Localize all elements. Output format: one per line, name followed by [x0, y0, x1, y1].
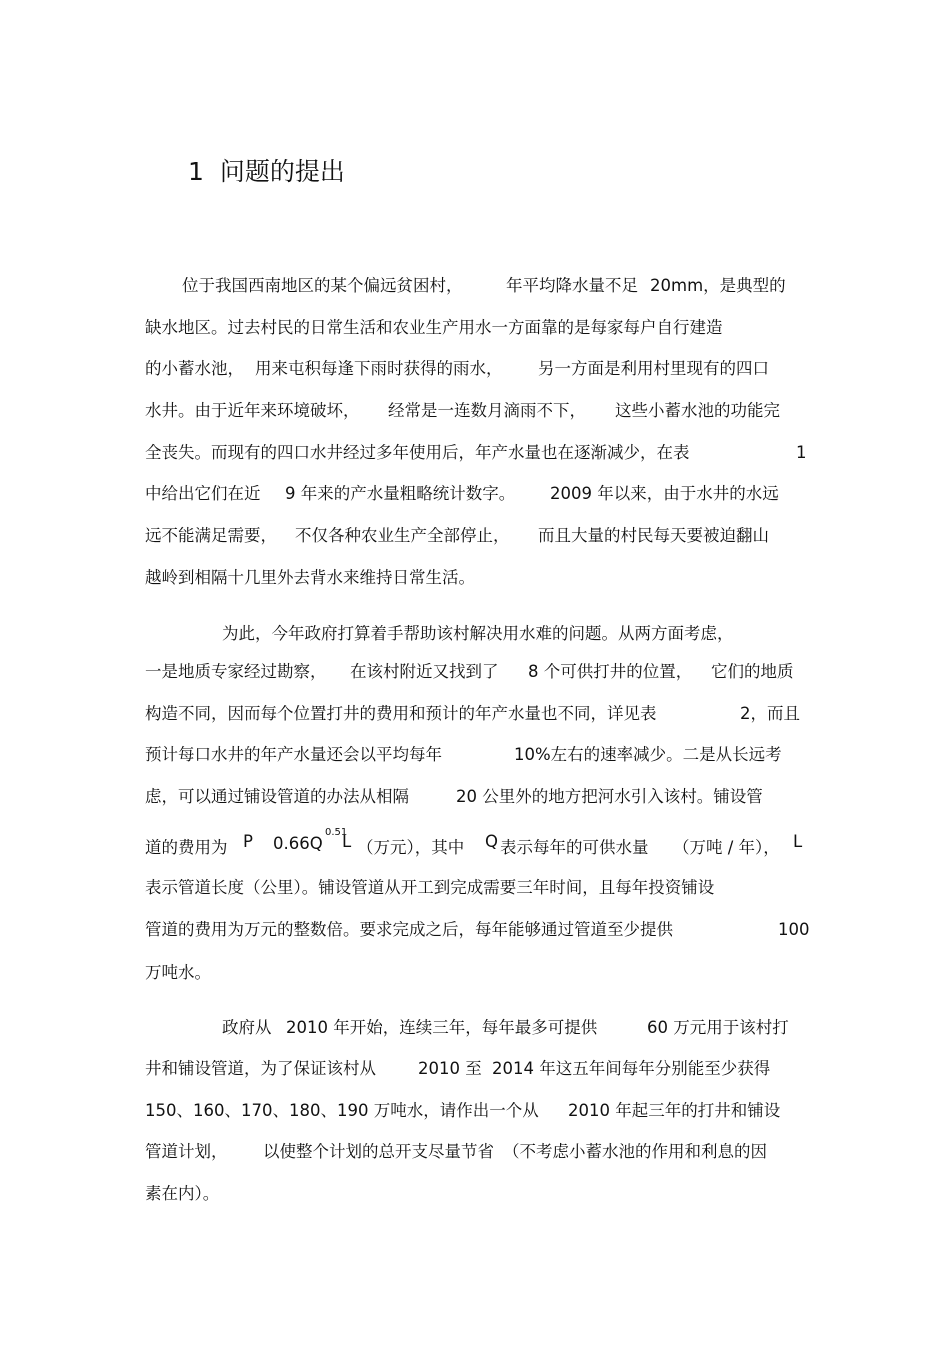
- paragraph-line: 位于我国西南地区的某个偏远贫困村， 年平均降水量不足 20mm，是典型的: [182, 276, 786, 295]
- paragraph-line: 政府从 2010 年开始，连续三年，每年最多可提供 60 万元用于该村打: [222, 1018, 789, 1037]
- paragraph-line: 缺水地区。过去村民的日常生活和农业生产用水一方面靠的是每家每户自行建造: [145, 318, 723, 337]
- paragraph-line: 的小蓄水池， 用来屯积每逢下雨时获得的雨水， 另一方面是利用村里现有的四口: [145, 359, 769, 378]
- formula-line: 道的费用为 P 0.66Q 0.51 L （万元），其中 Q 表示每年的可供水量 （万吨 / 年）， L: [145, 827, 803, 857]
- paragraph-line: 表示管道长度（公里）。铺设管道从开工到完成需要三年时间，且每年投资铺设: [145, 878, 715, 897]
- paragraph-line: 全丧失。而现有的四口水井经过多年使用后，年产水量也在逐渐减少，在表 1: [145, 443, 807, 462]
- formula-coef: 0.66Q: [273, 834, 323, 853]
- paragraph-line: 万吨水。: [145, 963, 211, 982]
- formula-l: L: [342, 832, 352, 851]
- paragraph-line: 水井。由于近年来环境破坏， 经常是一连数月滴雨不下， 这些小蓄水池的功能完: [145, 401, 780, 420]
- paragraph-line: 中给出它们在近 9 年来的产水量粗略统计数字。 2009 年以来，由于水井的水远: [145, 484, 779, 503]
- paragraph-line: 井和铺设管道，为了保证该村从 2010 至 2014 年这五年间每年分别能至少获得: [145, 1059, 771, 1078]
- section-title: 问题的提出: [219, 157, 345, 186]
- paragraph-line: 管道的费用为万元的整数倍。要求完成之后，每年能够通过管道至少提供 100: [145, 920, 810, 939]
- paragraph-line: 预计每口水井的年产水量还会以平均每年 10%左右的速率减少。二是从长远考: [145, 745, 782, 764]
- paragraph-line: 150、160、170、180、190 万吨水，请作出一个从 2010 年起三年的打井和铺设: [145, 1101, 781, 1120]
- formula-l: L: [793, 832, 803, 851]
- formula-q: Q: [485, 832, 498, 851]
- paragraph-line: 远不能满足需要， 不仅各种农业生产全部停止， 而且大量的村民每天要被迫翻山: [145, 526, 769, 545]
- formula-exponent: 0.51: [325, 827, 348, 838]
- paragraph-line: 虑，可以通过铺设管道的办法从相隔 20 公里外的地方把河水引入该村。铺设管: [145, 787, 763, 806]
- section-heading: [188, 156, 345, 188]
- paragraph-line: 越岭到相隔十几里外去背水来维持日常生活。: [145, 568, 475, 587]
- section-number: 1: [188, 157, 204, 186]
- paragraph-line: 素在内）。: [145, 1184, 220, 1203]
- paragraph-line: 构造不同，因而每个位置打井的费用和预计的年产水量也不同，详见表 2，而且: [145, 704, 800, 723]
- formula-p: P: [243, 832, 253, 851]
- paragraph-line: 为此，今年政府打算着手帮助该村解决用水难的问题。从两方面考虑，: [222, 624, 734, 643]
- paragraph-line: 一是地质专家经过勘察， 在该村附近又找到了 8 个可供打井的位置， 它们的地质: [145, 662, 794, 681]
- paragraph-line: 管道计划， 以使整个计划的总开支尽量节省 （不考虑小蓄水池的作用和利息的因: [145, 1142, 767, 1161]
